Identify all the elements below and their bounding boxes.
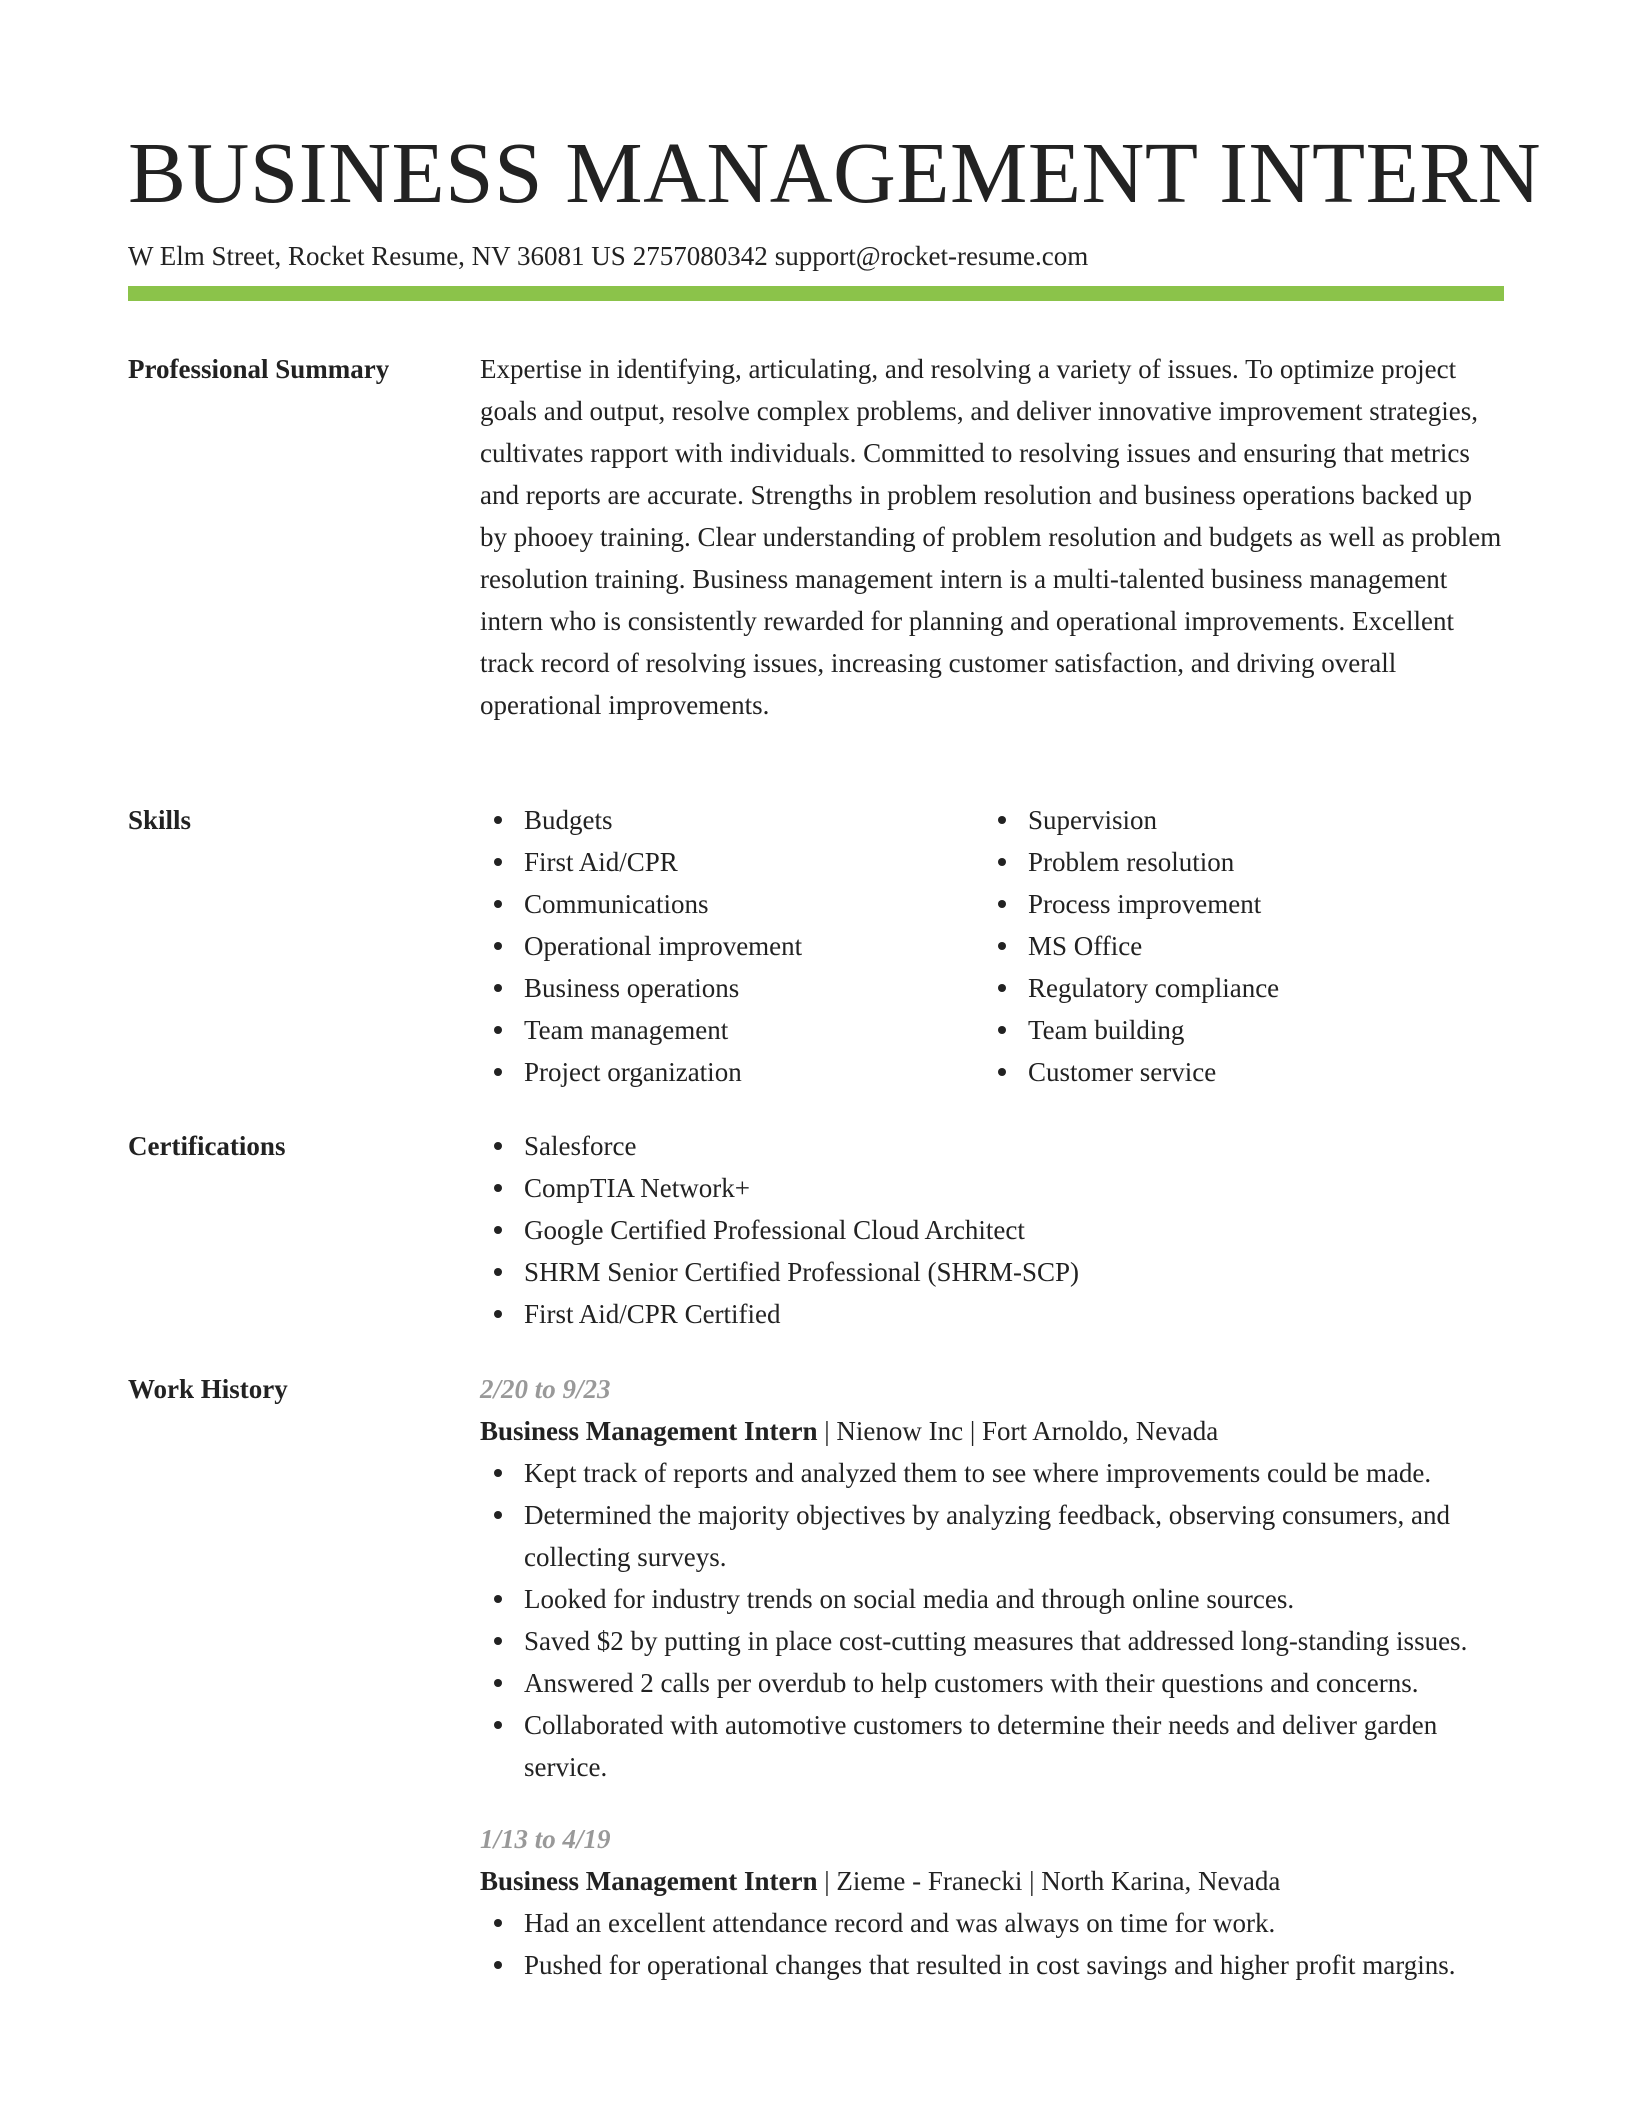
job-company-location: | Zieme - Franecki | North Karina, Nevada — [817, 1866, 1281, 1896]
job-title-line — [480, 1860, 1504, 1902]
summary-text: Expertise in identifying, articulating, and resolving a variety of issues. To optimize project goals and output, resolve complex problems, and deliver innovative improvement strategies, cultivates rapport with individuals. Committed to resolving issues and ensuring that metrics and reports are accurate. Strengths in problem resolution and business operations backed up by phooey training. Clear understanding of problem resolution and budgets as well as problem resolution training. Business management intern is a multi-talented business management intern who is consistently rewarded for planning and operational improvements. Excellent track record of resolving issues, increasing customer satisfaction, and driving overall operational improvements. — [480, 354, 1502, 720]
list-item: First Aid/CPR Certified — [480, 1293, 1504, 1335]
skills-list-left — [480, 799, 984, 1093]
list-item: Google Certified Professional Cloud Architect — [480, 1209, 1504, 1251]
job-title: Business Management Intern — [480, 1416, 818, 1446]
job-dates: 2/20 to 9/23 — [480, 1374, 611, 1404]
list-item: Regulatory compliance — [984, 967, 1488, 1009]
certifications-body — [480, 1125, 1504, 1335]
job-title: Business Management Intern — [480, 1866, 818, 1896]
list-item: Problem resolution — [984, 841, 1488, 883]
list-item: CompTIA Network+ — [480, 1167, 1504, 1209]
section-title-skills: Skills — [128, 805, 192, 835]
section-title-summary: Professional Summary — [128, 354, 390, 384]
list-item: Team management — [480, 1009, 984, 1051]
list-item: Pushed for operational changes that resulted in cost savings and higher profit margins. — [480, 1944, 1504, 1986]
contact-phone: 2757080342 — [632, 241, 768, 271]
job-title-line — [480, 1410, 1504, 1452]
job-bullets — [480, 1902, 1504, 1986]
work-history-body — [480, 1368, 1504, 2016]
contact-address: W Elm Street, Rocket Resume, NV 36081 US — [128, 241, 626, 271]
skills-body — [480, 799, 1504, 1093]
skills-list-right — [984, 799, 1488, 1093]
list-item: Project organization — [480, 1051, 984, 1093]
list-item: SHRM Senior Certified Professional (SHRM-SCP) — [480, 1251, 1504, 1293]
contact-line — [128, 236, 1504, 276]
job-bullets — [480, 1452, 1504, 1788]
list-item: Communications — [480, 883, 984, 925]
list-item: Customer service — [984, 1051, 1488, 1093]
list-item: Budgets — [480, 799, 984, 841]
list-item: Kept track of reports and analyzed them to see where improvements could be made. — [480, 1452, 1504, 1494]
list-item: Looked for industry trends on social media and through online sources. — [480, 1578, 1504, 1620]
list-item: Business operations — [480, 967, 984, 1009]
list-item: Operational improvement — [480, 925, 984, 967]
accent-divider — [128, 286, 1504, 301]
list-item: Had an excellent attendance record and was always on time for work. — [480, 1902, 1504, 1944]
summary-body — [480, 348, 1504, 726]
job-entry — [480, 1368, 1504, 1788]
list-item: Supervision — [984, 799, 1488, 841]
resume-header — [128, 118, 1542, 276]
list-item: Team building — [984, 1009, 1488, 1051]
job-dates: 1/13 to 4/19 — [480, 1824, 611, 1854]
job-company-location: | Nienow Inc | Fort Arnoldo, Nevada — [817, 1416, 1219, 1446]
section-title-work-history: Work History — [128, 1374, 288, 1404]
list-item: Answered 2 calls per overdub to help customers with their questions and concerns. — [480, 1662, 1504, 1704]
list-item: Determined the majority objectives by analyzing feedback, observing consumers, and collecting surveys. — [480, 1494, 1504, 1578]
list-item: Process improvement — [984, 883, 1488, 925]
certifications-list — [480, 1125, 1504, 1335]
list-item: First Aid/CPR — [480, 841, 984, 883]
list-item: Salesforce — [480, 1125, 1504, 1167]
list-item: Collaborated with automotive customers to determine their needs and deliver garden service. — [480, 1704, 1504, 1788]
section-title-certifications: Certifications — [128, 1131, 286, 1161]
job-entry — [480, 1818, 1504, 1986]
contact-email: support@rocket-resume.com — [774, 241, 1089, 271]
list-item: MS Office — [984, 925, 1488, 967]
candidate-name: BUSINESS MANAGEMENT INTERN — [128, 124, 1542, 221]
list-item: Saved $2 by putting in place cost-cutting measures that addressed long-standing issues. — [480, 1620, 1504, 1662]
